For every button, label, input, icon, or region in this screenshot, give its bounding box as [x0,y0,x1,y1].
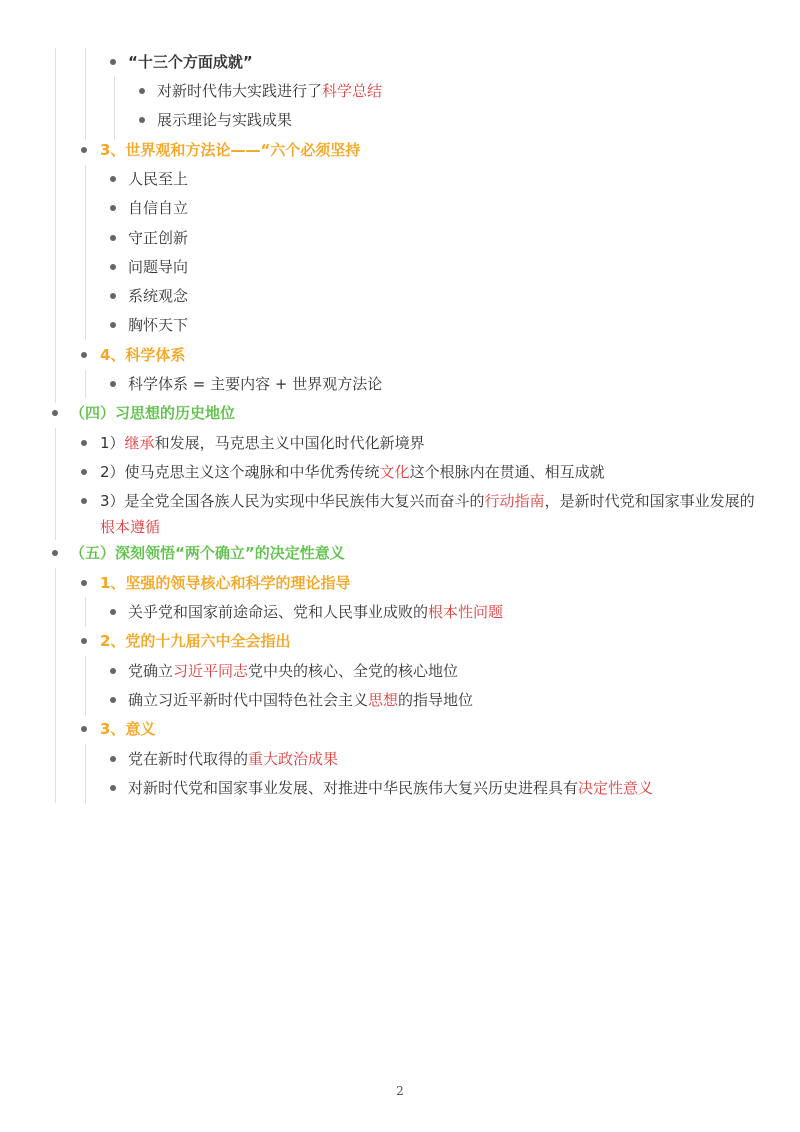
list-item: “十三个方面成就” [128,53,253,71]
tree-guide-line [55,568,56,803]
tree-guide-line [55,48,56,403]
highlight-text: 继承 [124,434,155,452]
bullet-dot [81,580,87,586]
highlight-text: 科学总结 [322,82,383,100]
list-item: 胸怀天下 [128,316,189,334]
section-heading: （五）深刻领悟“两个确立”的决定性意义 [70,544,345,562]
bullet-dot [110,176,116,182]
bullet-dot [110,59,116,65]
bullet-dot [110,697,116,703]
section-heading: 3、世界观和方法论——“六个必须坚持 [100,141,361,159]
bullet-dot [110,785,116,791]
bullet-dot [110,381,116,387]
list-item: 2）使马克思主义这个魂脉和中华优秀传统文化这个根脉内在贯通、相互成就 [100,463,605,481]
list-item: 系统观念 [128,287,189,305]
list-item: 3）是全党全国各族人民为实现中华民族伟大复兴而奋斗的行动指南，是新时代党和国家事业发展的根本遵循 [100,492,755,536]
section-heading: （四）习思想的历史地位 [70,404,236,422]
bullet-dot [81,147,87,153]
list-item: 1）继承和发展，马克思主义中国化时代化新境界 [100,434,425,452]
bullet-dot [81,469,87,475]
bullet-dot [139,117,145,123]
tree-guide-line [55,428,56,540]
section-heading: 4、科学体系 [100,346,186,364]
bullet-dot [110,205,116,211]
list-item: 确立习近平新时代中国特色社会主义思想的指导地位 [128,691,474,709]
section-heading: 3、意义 [100,720,156,738]
bullet-dot [110,322,116,328]
list-item: 展示理论与实践成果 [157,111,293,129]
highlight-text: 根本性问题 [428,603,504,621]
tree-guide-line [85,48,86,140]
list-item: 人民至上 [128,170,189,188]
highlight-text: 根本遵循 [100,518,161,536]
bullet-dot [110,609,116,615]
list-item: 科学体系 = 主要内容 + 世界观方法论 [128,375,383,393]
highlight-text: 习近平同志 [173,662,249,680]
tree-guide-line [85,165,86,340]
bullet-dot [139,88,145,94]
bullet-dot [110,756,116,762]
tree-guide-line [85,744,86,804]
section-heading: 1、坚强的领导核心和科学的理论指导 [100,574,351,592]
highlight-text: 决定性意义 [578,779,654,797]
bullet-dot [81,638,87,644]
bullet-dot [81,498,87,504]
highlight-text: 行动指南 [484,492,545,510]
tree-guide-line [85,656,86,716]
bullet-dot [110,235,116,241]
list-item: 关乎党和国家前途命运、党和人民事业成败的根本性问题 [128,603,504,621]
bullet-dot [110,668,116,674]
list-item: 自信自立 [128,199,189,217]
tree-guide-line [85,597,86,627]
highlight-text: 重大政治成果 [248,750,339,768]
list-item: 党确立习近平同志党中央的核心、全党的核心地位 [128,662,459,680]
list-item: 对新时代伟大实践进行了科学总结 [157,82,383,100]
highlight-text: 思想 [368,691,399,709]
list-item: 对新时代党和国家事业发展、对推进中华民族伟大复兴历史进程具有决定性意义 [128,779,654,797]
bullet-dot [52,550,58,556]
highlight-text: 文化 [379,463,410,481]
section-heading: 2、党的十九届六中全会指出 [100,632,291,650]
list-item: 守正创新 [128,229,189,247]
list-item: 党在新时代取得的重大政治成果 [128,750,339,768]
bullet-dot [81,352,87,358]
tree-guide-line [85,370,86,398]
page-number: 2 [396,1084,404,1098]
tree-guide-line [114,76,115,140]
bullet-dot [52,410,58,416]
list-item: 问题导向 [128,258,189,276]
bullet-dot [110,293,116,299]
bullet-dot [81,726,87,732]
bullet-dot [81,440,87,446]
bullet-dot [110,264,116,270]
